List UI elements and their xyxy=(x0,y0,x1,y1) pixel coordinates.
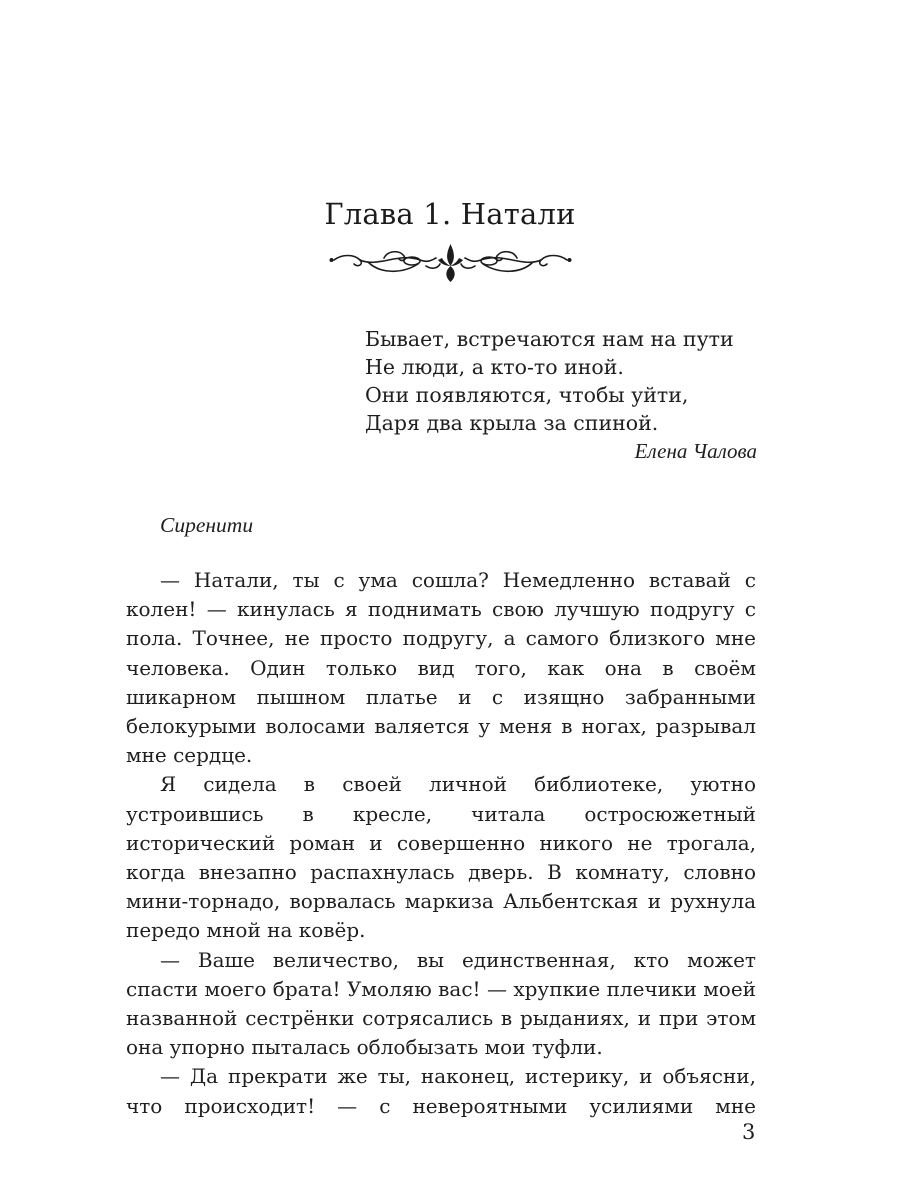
epigraph xyxy=(365,325,757,465)
epigraph-line: Даря два крыла за спиной. xyxy=(365,411,659,435)
paragraph: — Ваше величество, вы единственная, кто может спасти моего брата! Умоляю вас! — хрупкие плечики моей названной сестрёнки сотрясались в рыданиях, и при этом она упорно пыталась облобызать мои туфли. xyxy=(126,947,756,1060)
epigraph-line: Они появляются, чтобы уйти, xyxy=(365,383,689,407)
paragraph: — Да прекрати же ты, наконец, истерику, и объясни, что происходит! — с невероятными усилиями мне xyxy=(126,1064,756,1118)
narrator-heading: Сиренити xyxy=(160,513,254,537)
epigraph-line: Бывает, встречаются нам на пути xyxy=(365,327,734,351)
paragraph: Я сидела в своей личной библиотеке, уютно устроившись в кресле, читала остросюжетный исторический роман и совершенно никого не трогала, когда внезапно распахнулась дверь. В комнату, словно мини-торнадо, ворвалась маркиза Альбентская и рухнула передо мной на ковёр. xyxy=(126,772,756,943)
chapter-body xyxy=(126,566,756,1121)
epigraph-line: Не люди, а кто-то иной. xyxy=(365,355,624,379)
page-number: 3 xyxy=(742,1120,756,1144)
ornament-divider-icon xyxy=(328,240,573,284)
epigraph-author: Елена Чалова xyxy=(634,439,757,463)
paragraph: — Натали, ты с ума сошла? Немедленно вставай с колен! — кинулась я поднимать свою лучшую подругу с пола. Точнее, не просто подругу, а самого близкого мне человека. Один только вид того, как она в своём шикарном пышном платье и с изящно забранными белокурыми волосами валяется у меня в ногах, разрывал мне сердце. xyxy=(126,568,756,768)
chapter-title: Глава 1. Натали xyxy=(324,197,576,231)
